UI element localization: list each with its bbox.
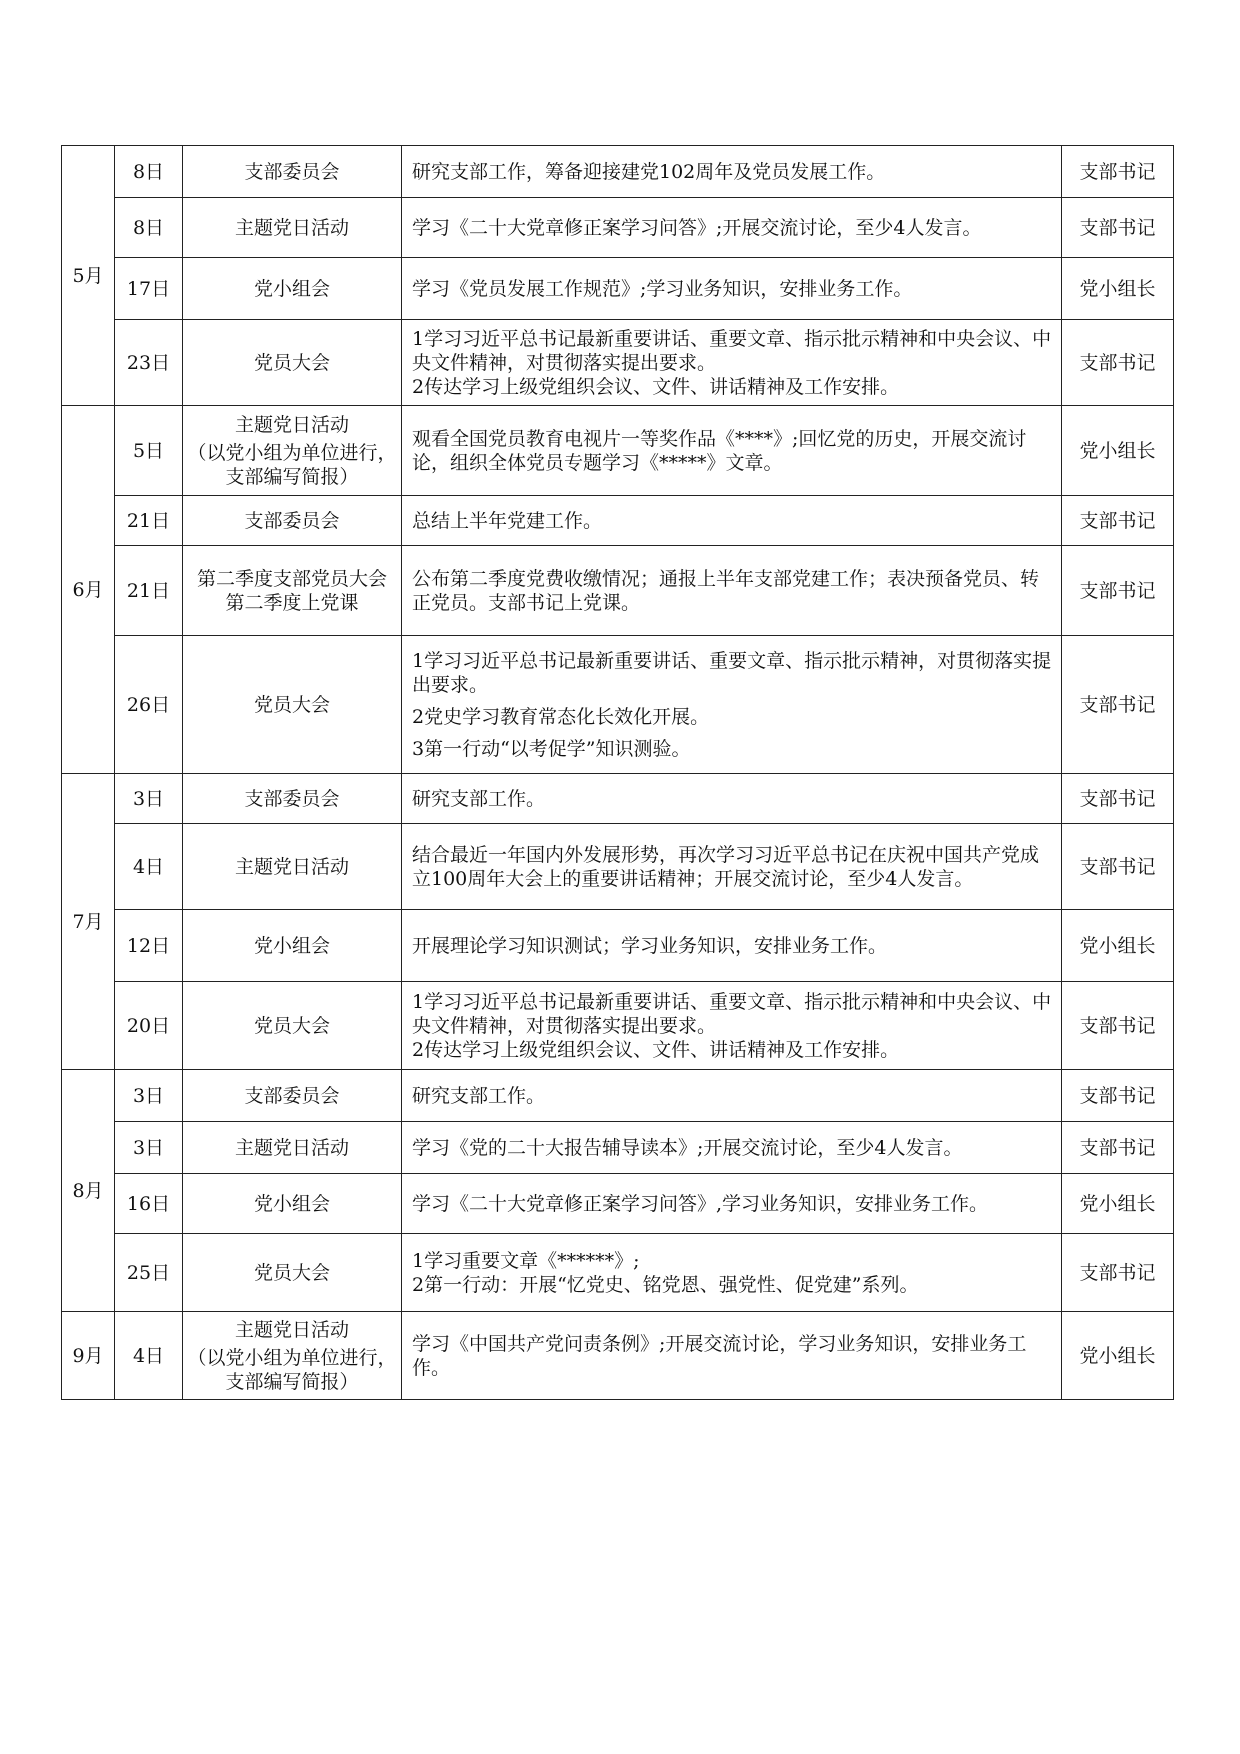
meeting-type-cell [183, 1312, 402, 1400]
month-cell: 5月 [62, 146, 115, 406]
meeting-type-line: 党员大会 [253, 693, 330, 716]
responsible-cell: 党小组长 [1062, 1174, 1174, 1234]
responsible-cell: 党小组长 [1062, 1312, 1174, 1400]
meeting-type-cell [183, 258, 402, 320]
content-line: 开展理论学习知识测试；学习业务知识，安排业务工作。 [412, 934, 888, 957]
content-cell [402, 1122, 1062, 1174]
table-row [62, 824, 1174, 910]
content-line: 观看全国党员教育电视片一等奖作品《****》;回忆党的历史，开展交流讨论，组织全体党员专题学习《*****》文章。 [412, 427, 1027, 474]
table-row [62, 198, 1174, 258]
content-cell [402, 320, 1062, 406]
responsible-cell: 支部书记 [1062, 496, 1174, 546]
responsible-cell: 支部书记 [1062, 824, 1174, 910]
meeting-type-line: 主题党日活动 [234, 855, 349, 878]
responsible-cell: 支部书记 [1062, 198, 1174, 258]
meeting-type-line: 党小组会 [253, 277, 330, 300]
meeting-type-cell [183, 1174, 402, 1234]
month-cell: 6月 [62, 406, 115, 774]
day-cell: 5日 [115, 406, 183, 496]
meeting-type-cell [183, 774, 402, 824]
meeting-type-line: 支部委员会 [244, 160, 340, 183]
table-row [62, 1070, 1174, 1122]
day-cell: 3日 [115, 1070, 183, 1122]
content-line: 研究支部工作。 [412, 1084, 546, 1107]
table-row [62, 982, 1174, 1070]
table-row [62, 406, 1174, 496]
content-cell [402, 982, 1062, 1070]
content-cell [402, 546, 1062, 636]
month-cell: 7月 [62, 774, 115, 1070]
meeting-type-line: 主题党日活动 [234, 1318, 349, 1341]
content-line: 2传达学习上级党组织会议、文件、讲话精神及工作安排。 [412, 1038, 900, 1061]
meeting-type-cell [183, 1070, 402, 1122]
content-cell [402, 774, 1062, 824]
meeting-type-line: 党小组会 [253, 1192, 330, 1215]
content-line: 学习《二十大党章修正案学习问答》,学习业务知识，安排业务工作。 [412, 1192, 989, 1215]
meeting-type-line: 党员大会 [253, 351, 330, 374]
responsible-cell: 支部书记 [1062, 1122, 1174, 1174]
content-line: 1学习习近平总书记最新重要讲话、重要文章、指示批示精神和中央会议、中央文件精神，对贯彻落实提出要求。 [412, 327, 1052, 374]
content-line: 学习《党的二十大报告辅导读本》;开展交流讨论，至少4人发言。 [412, 1136, 963, 1159]
meeting-type-cell [183, 496, 402, 546]
content-line: 学习《中国共产党问责条例》;开展交流讨论，学习业务知识，安排业务工作。 [412, 1332, 1027, 1379]
meeting-type-line: 第二季度上党课 [225, 591, 359, 614]
content-line: 2党史学习教育常态化长效化开展。 [412, 705, 710, 728]
meeting-type-cell [183, 636, 402, 774]
content-line: 学习《二十大党章修正案学习问答》;开展交流讨论，至少4人发言。 [412, 216, 982, 239]
meeting-type-line: 主题党日活动 [234, 413, 349, 436]
content-line: 2传达学习上级党组织会议、文件、讲话精神及工作安排。 [412, 375, 900, 398]
table-row [62, 1234, 1174, 1312]
table-row [62, 636, 1174, 774]
meeting-type-line: （以党小组为单位进行，支部编写简报） [187, 441, 397, 488]
table-row [62, 1174, 1174, 1234]
content-cell [402, 1234, 1062, 1312]
month-cell: 8月 [62, 1070, 115, 1312]
day-cell: 12日 [115, 910, 183, 982]
meeting-type-cell [183, 198, 402, 258]
table-row [62, 910, 1174, 982]
content-line: 总结上半年党建工作。 [412, 509, 603, 532]
meeting-type-cell [183, 320, 402, 406]
content-line: 3第一行动“以考促学”知识测验。 [412, 737, 691, 760]
day-cell: 23日 [115, 320, 183, 406]
table-row [62, 1122, 1174, 1174]
meeting-type-cell [183, 1234, 402, 1312]
table-row [62, 496, 1174, 546]
content-line: 1学习习近平总书记最新重要讲话、重要文章、指示批示精神，对贯彻落实提出要求。 [412, 649, 1052, 696]
meeting-type-cell [183, 982, 402, 1070]
meeting-type-line: 党员大会 [253, 1014, 330, 1037]
meeting-type-line: 支部委员会 [244, 1084, 340, 1107]
table-row [62, 546, 1174, 636]
schedule-table [61, 145, 1174, 1400]
responsible-cell: 党小组长 [1062, 258, 1174, 320]
responsible-cell: 支部书记 [1062, 320, 1174, 406]
table-row [62, 1312, 1174, 1400]
meeting-type-cell [183, 824, 402, 910]
responsible-cell: 支部书记 [1062, 1234, 1174, 1312]
content-line: 结合最近一年国内外发展形势，再次学习习近平总书记在庆祝中国共产党成立100周年大会上的重要讲话精神；开展交流讨论，至少4人发言。 [412, 843, 1040, 890]
meeting-type-line: 党小组会 [253, 934, 330, 957]
content-cell [402, 636, 1062, 774]
month-cell: 9月 [62, 1312, 115, 1400]
schedule-body [62, 146, 1174, 1400]
day-cell: 17日 [115, 258, 183, 320]
content-line: 研究支部工作，筹备迎接建党102周年及党员发展工作。 [412, 160, 886, 183]
day-cell: 4日 [115, 1312, 183, 1400]
responsible-cell: 党小组长 [1062, 910, 1174, 982]
day-cell: 8日 [115, 198, 183, 258]
day-cell: 8日 [115, 146, 183, 198]
meeting-type-line: 党员大会 [253, 1261, 330, 1284]
meeting-type-line: 第二季度支部党员大会 [196, 567, 387, 590]
day-cell: 21日 [115, 546, 183, 636]
content-line: 1学习重要文章《******》; [412, 1249, 640, 1272]
responsible-cell: 支部书记 [1062, 774, 1174, 824]
meeting-type-line: 支部委员会 [244, 787, 340, 810]
responsible-cell: 支部书记 [1062, 146, 1174, 198]
table-row [62, 774, 1174, 824]
responsible-cell: 党小组长 [1062, 406, 1174, 496]
content-cell [402, 496, 1062, 546]
content-cell [402, 910, 1062, 982]
content-line: 研究支部工作。 [412, 787, 546, 810]
content-line: 2第一行动：开展“忆党史、铭党恩、强党性、促党建”系列。 [412, 1273, 919, 1296]
table-row [62, 320, 1174, 406]
responsible-cell: 支部书记 [1062, 636, 1174, 774]
meeting-type-line: （以党小组为单位进行，支部编写简报） [187, 1346, 397, 1393]
responsible-cell: 支部书记 [1062, 546, 1174, 636]
responsible-cell: 支部书记 [1062, 1070, 1174, 1122]
day-cell: 21日 [115, 496, 183, 546]
content-cell [402, 824, 1062, 910]
day-cell: 16日 [115, 1174, 183, 1234]
meeting-type-line: 主题党日活动 [234, 216, 349, 239]
content-cell [402, 1070, 1062, 1122]
meeting-type-cell [183, 546, 402, 636]
table-row [62, 258, 1174, 320]
content-cell [402, 198, 1062, 258]
table-row [62, 146, 1174, 198]
meeting-type-line: 主题党日活动 [234, 1136, 349, 1159]
meeting-type-cell [183, 406, 402, 496]
content-cell [402, 1312, 1062, 1400]
day-cell: 26日 [115, 636, 183, 774]
content-line: 公布第二季度党费收缴情况；通报上半年支部党建工作；表决预备党员、转正党员。支部书记上党课。 [412, 567, 1040, 614]
day-cell: 4日 [115, 824, 183, 910]
content-cell [402, 146, 1062, 198]
meeting-type-line: 支部委员会 [244, 509, 340, 532]
content-line: 学习《党员发展工作规范》;学习业务知识，安排业务工作。 [412, 277, 913, 300]
content-cell [402, 1174, 1062, 1234]
day-cell: 20日 [115, 982, 183, 1070]
responsible-cell: 支部书记 [1062, 982, 1174, 1070]
content-line: 1学习习近平总书记最新重要讲话、重要文章、指示批示精神和中央会议、中央文件精神，对贯彻落实提出要求。 [412, 990, 1052, 1037]
day-cell: 3日 [115, 1122, 183, 1174]
content-cell [402, 406, 1062, 496]
content-cell [402, 258, 1062, 320]
meeting-type-cell [183, 146, 402, 198]
meeting-type-cell [183, 1122, 402, 1174]
day-cell: 3日 [115, 774, 183, 824]
meeting-type-cell [183, 910, 402, 982]
day-cell: 25日 [115, 1234, 183, 1312]
